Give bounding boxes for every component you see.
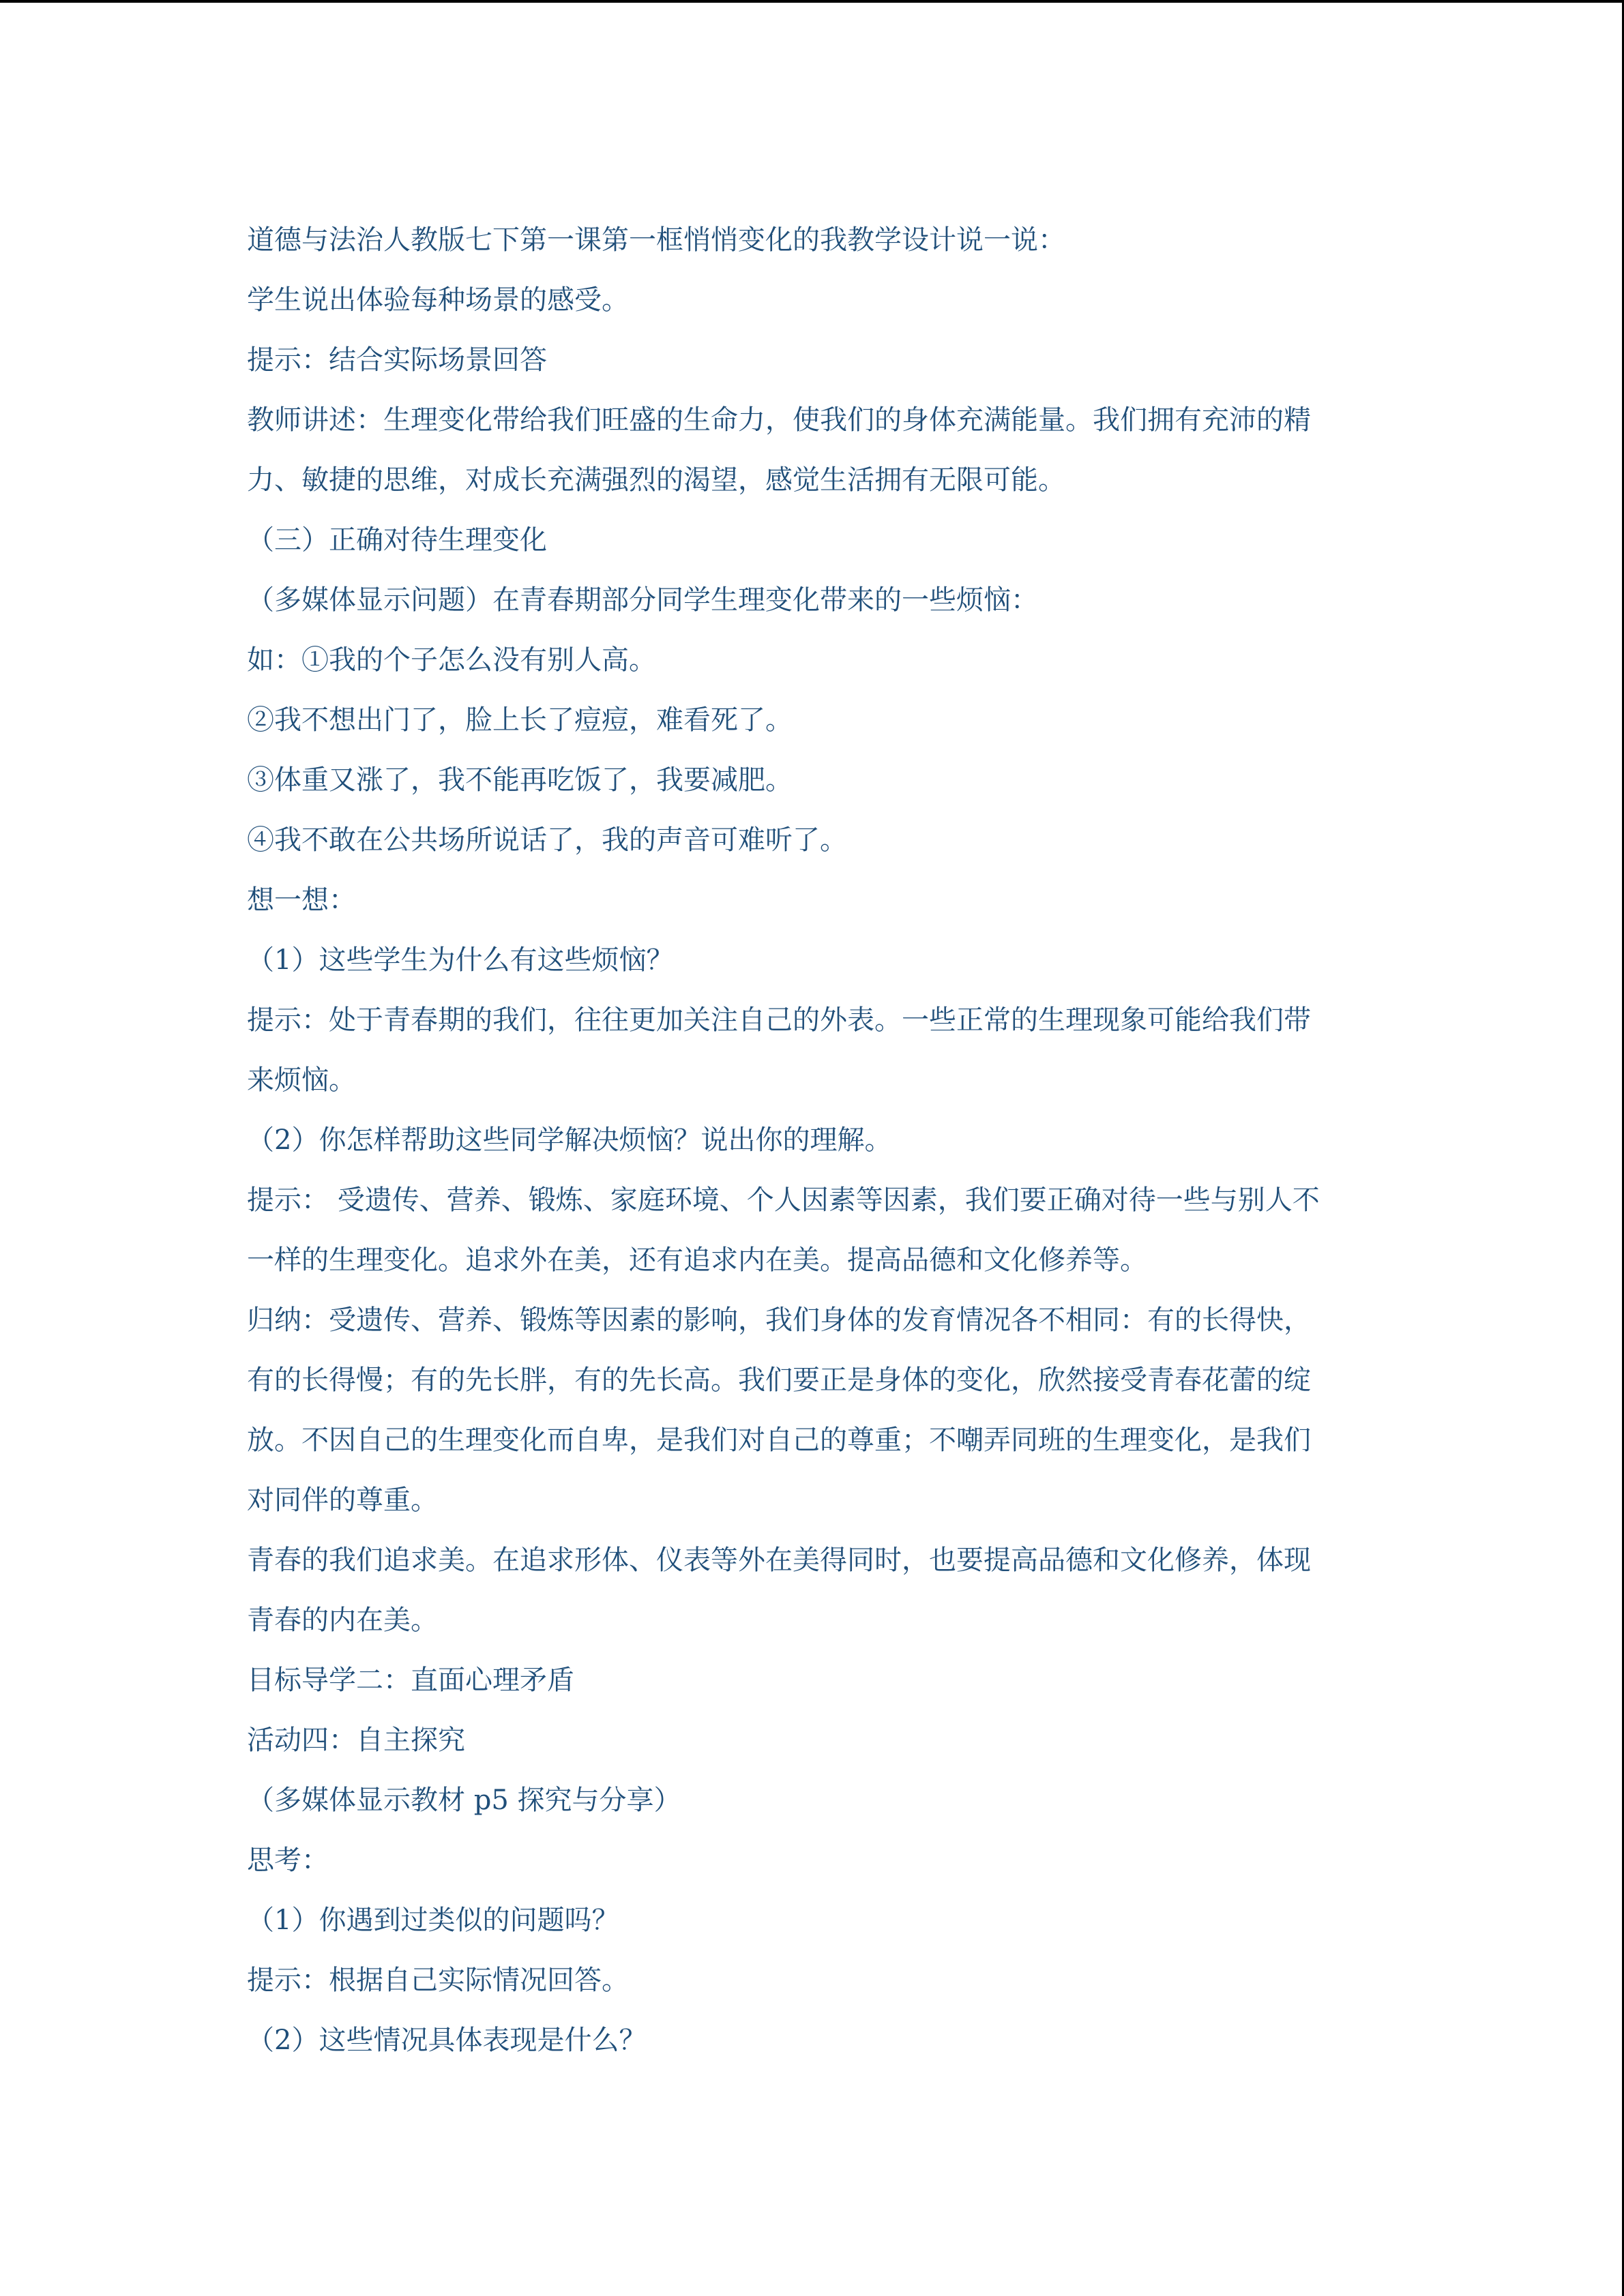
text-line: 有的长得慢；有的先长胖，有的先长高。我们要正是身体的变化，欣然接受青春花蕾的绽 bbox=[247, 1365, 1311, 1396]
question-line: （1）这些学生为什么有这些烦恼？ bbox=[247, 944, 674, 976]
question-line: （1）你遇到过类似的问题吗？ bbox=[247, 1905, 619, 1936]
text-line: 放。不因自己的生理变化而自卑，是我们对自己的尊重；不嘲弄同班的生理变化，是我们 bbox=[247, 1425, 1311, 1456]
text-line: 活动四：自主探究 bbox=[247, 1725, 465, 1756]
text-line: 道德与法治人教版七下第一课第一框悄悄变化的我教学设计说一说： bbox=[247, 224, 1065, 256]
text-line: 对同伴的尊重。 bbox=[247, 1485, 438, 1516]
section-heading: （三）正确对待生理变化 bbox=[247, 524, 547, 556]
text-line: 力、敏捷的思维，对成长充满强烈的渴望，感觉生活拥有无限可能。 bbox=[247, 464, 1065, 496]
list-item: ④我不敢在公共场所说话了，我的声音可难听了。 bbox=[247, 824, 847, 856]
text-line: 青春的内在美。 bbox=[247, 1605, 438, 1636]
text-line: 提示：结合实际场景回答 bbox=[247, 344, 547, 376]
text-line: 来烦恼。 bbox=[247, 1064, 356, 1096]
question-line: （2）你怎样帮助这些同学解决烦恼？说出你的理解。 bbox=[247, 1124, 892, 1156]
text-line: 思考： bbox=[247, 1845, 329, 1876]
question-line: （2）这些情况具体表现是什么？ bbox=[247, 2025, 647, 2056]
text-line: 提示：根据自己实际情况回答。 bbox=[247, 1965, 629, 1996]
text-line: 学生说出体验每种场景的感受。 bbox=[247, 284, 629, 316]
text-line: （多媒体显示问题）在青春期部分同学生理变化带来的一些烦恼： bbox=[247, 584, 1038, 616]
list-item: ③体重又涨了，我不能再吃饭了，我要减肥。 bbox=[247, 764, 793, 796]
text-line: 提示：处于青春期的我们，往往更加关注自己的外表。一些正常的生理现象可能给我们带 bbox=[247, 1004, 1311, 1036]
text-line: 提示： 受遗传、营养、锻炼、家庭环境、个人因素等因素，我们要正确对待一些与别人不 bbox=[247, 1184, 1320, 1216]
top-border-line bbox=[0, 0, 1624, 3]
section-heading: 目标导学二：直面心理矛盾 bbox=[247, 1665, 574, 1696]
text-line: 一样的生理变化。追求外在美，还有追求内在美。提高品德和文化修养等。 bbox=[247, 1244, 1147, 1276]
document-body bbox=[247, 210, 1393, 2070]
text-line: （多媒体显示教材 p5 探究与分享） bbox=[247, 1785, 681, 1816]
list-item: 如：①我的个子怎么没有别人高。 bbox=[247, 644, 656, 676]
text-line: 想一想： bbox=[247, 884, 356, 916]
text-line: 教师讲述：生理变化带给我们旺盛的生命力，使我们的身体充满能量。我们拥有充沛的精 bbox=[247, 404, 1311, 436]
text-line: 归纳：受遗传、营养、锻炼等因素的影响，我们身体的发育情况各不相同：有的长得快， bbox=[247, 1304, 1311, 1336]
list-item: ②我不想出门了，脸上长了痘痘，难看死了。 bbox=[247, 704, 793, 736]
text-line: 青春的我们追求美。在追求形体、仪表等外在美得同时，也要提高品德和文化修养，体现 bbox=[247, 1545, 1311, 1576]
